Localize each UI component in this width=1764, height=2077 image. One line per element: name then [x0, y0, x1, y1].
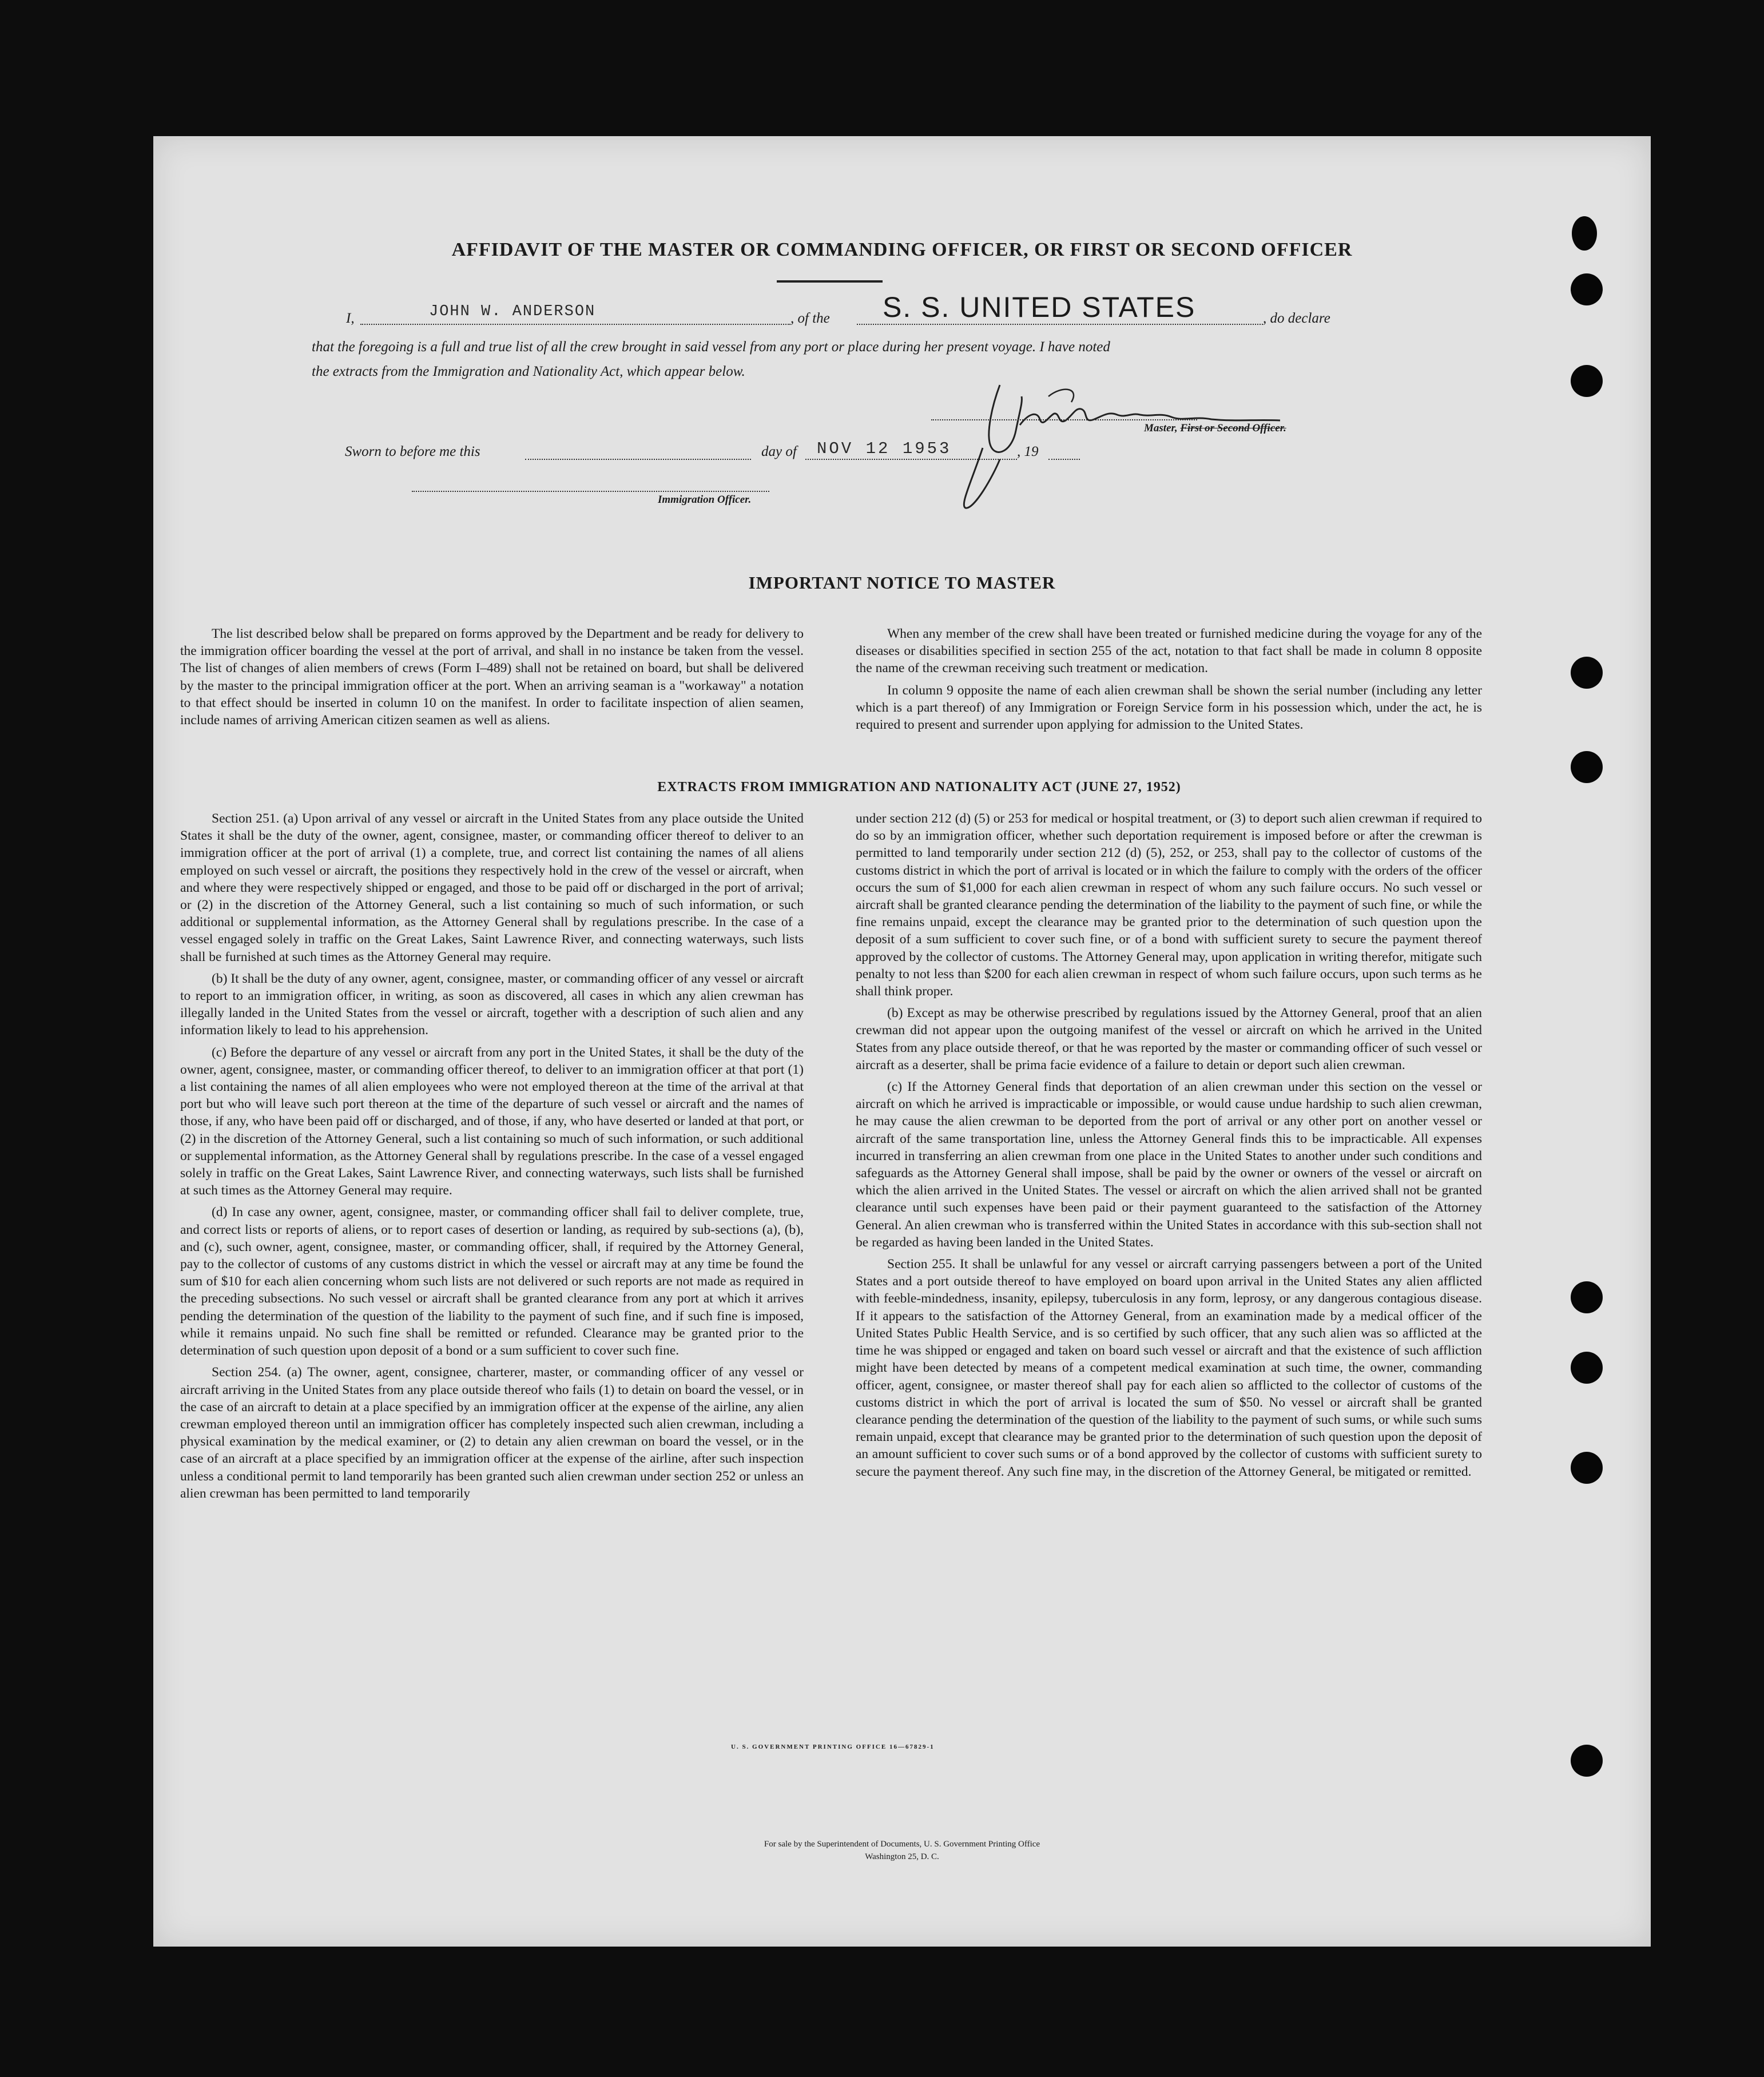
binder-hole — [1571, 273, 1603, 305]
day-of-label: day of — [761, 444, 797, 459]
binder-hole — [1571, 365, 1603, 397]
notice-right-paragraph-1: When any member of the crew shall have been treated or furnished medicine during the voyage for any of the diseases or disabilities specified in section 255 of the act, notation to that fact shall be made in column 8 opposite the name of the crewman receiving such treatment or medication. — [856, 626, 1482, 676]
i-label: I, — [346, 311, 355, 326]
extract-left-paragraph: (b) It shall be the duty of any owner, agent, consignee, master, or commanding officer of any vessel or aircraft to report to an immigration officer, in writing, as soon as discovered, all cases in which any alien crewman has illegally landed in the United States from the vessel or aircraft, together with a description of such alien and any information likely to lead to his apprehension. — [180, 971, 804, 1038]
extract-right-paragraph: Section 255. It shall be unlawful for any vessel or aircraft carrying passengers between a port of the United States and a port outside thereof to have employed on board upon arrival in the United States any alien afflicted with feeble-mindedness, insanity, epilepsy, tuberculosis in any form, leprosy, or any dangerous contagious disease. If it appears to the satisfaction of the Attorney General, from an examination made by a medical officer of the United States Public Health Service, and is so certified by such officer, that any such alien was so afflicted at the time he was shipped or engaged and taken on board such vessel or aircraft and that the existence of such affliction might have been detected by means of a competent medical examination at such time, the owner, commanding officer, agent, consignee, or master thereof shall pay for each alien so afflicted to the collector of customs of the customs district in which the port of arrival is located the sum of $50. No vessel or aircraft shall be granted clearance pending the determination of the question of the liability to the payment of such sums, or while such sums remain unpaid, except that clearance may be granted prior to the determination of such question upon the deposit of an amount sufficient to cover such sums or of a bond approved by the collector of customs with sufficient surety to secure the payment thereof. Any such fine may, in the discretion of the Attorney General, be mitigated or remitted. — [856, 1257, 1482, 1479]
sale-line-1: For sale by the Superintendent of Documents, U. S. Government Printing Office — [764, 1840, 1040, 1849]
notice-heading: IMPORTANT NOTICE TO MASTER — [748, 573, 1056, 593]
binder-hole — [1571, 1452, 1603, 1484]
extract-left-paragraph: Section 251. (a) Upon arrival of any vessel or aircraft in the United States from any place outside the United States it shall be the duty of the owner, agent, consignee, master, or commanding officer thereof to deliver to an immigration officer at the port of arrival (1) a complete, true, and correct list containing the names of all aliens employed on such vessel or aircraft, the positions they respectively hold in the crew of the vessel or aircraft, when and where they were respectively shipped or engaged, and those to be paid off or discharged in the port of arrival; or (2) in the discretion of the Attorney General, such a list containing so much of such information, or such additional or supplemental information, as the Attorney General shall by regulations prescribe. In the case of a vessel engaged solely in traffic on the Great Lakes, Saint Lawrence River, and connecting waterways, such lists shall be furnished at such times as the Attorney General may require. — [180, 811, 804, 964]
document-page — [153, 136, 1651, 1947]
title-divider — [777, 280, 883, 283]
binder-hole — [1571, 657, 1603, 689]
extract-right-paragraph: (c) If the Attorney General finds that deportation of an alien crewman under this section on the vessel or aircraft on which he arrived is impracticable or impossible, or would cause undue hardship to such alien crewman, he may cause the alien crewman to be deported from the port of arrival or any other port on another vessel or aircraft of the same transportation line, unless the Attorney General finds this to be impracticable. All expenses incurred in transferring an alien crewman from one place in the United States to another under such conditions and safeguards as the Attorney General shall impose, shall be paid by the owner or owners of the vessel or aircraft on which the alien arrived in the United States. The vessel or aircraft on which the alien arrived shall not be granted clearance until such expenses have been paid or their payment guaranteed to the satisfaction of the Attorney General. An alien crewman who is transferred within the United States in accordance with this sub-section shall not be regarded as having been landed in the United States. — [856, 1079, 1482, 1250]
officer-label: Immigration Officer. — [658, 494, 752, 506]
sworn-month-field — [805, 439, 1017, 460]
extract-left-paragraph: Section 254. (a) The owner, agent, consignee, charterer, master, or commanding officer of any vessel or aircraft arriving in the United States from any place outside thereof who fails (1) to detain on board the vessel, or in the case of an aircraft to detain at a place specified by an immigration officer at the expense of the airline, any alien crewman employed thereon until an immigration officer has completely inspected such alien crewman, including a physical examination by the medical examiner, or (2) to detain any alien crewman on board the vessel, or in the case of an aircraft at a place specified by an immigration officer at the expense of the airline, after such inspection unless a conditional permit to land temporarily has been granted such alien crewman under section 252 or unless an alien crewman has been permitted to land temporarily — [180, 1365, 804, 1501]
vessel-name-value: S. S. UNITED STATES — [883, 291, 1196, 323]
master-name-field — [360, 303, 790, 325]
notice-left-column — [180, 625, 804, 733]
signature-rule — [931, 419, 1197, 420]
master-name-value: JOHN W. ANDERSON — [429, 303, 596, 320]
year-label: , 19 — [1017, 444, 1039, 459]
do-declare-label: , do declare — [1263, 311, 1330, 326]
affidavit-title: AFFIDAVIT OF THE MASTER OR COMMANDING OFFICER, OR FIRST OR SECOND OFFICER — [451, 239, 1353, 260]
sworn-label: Sworn to before me this — [345, 444, 480, 459]
sale-note — [153, 1838, 1651, 1863]
notice-right-paragraph-2: In column 9 opposite the name of each alien crewman shall be shown the serial number (including any letter which is a part thereof) of any Immigration or Foreign Service form in his possession which, under the act, he is required to present and surrender upon applying for admission to the United States. — [856, 682, 1482, 733]
sale-line-2: Washington 25, D. C. — [865, 1852, 939, 1861]
extract-right-paragraph: under section 212 (d) (5) or 253 for medical or hospital treatment, or (3) to deport such alien crewman if required to do so by an immigration officer, whether such deportation requirement is imposed before or after the crewman is permitted to land temporarily under section 212 (d) (5), 252, or 253, shall pay to the collector of customs of the customs district in which the port of arrival is located or in which the failure to comply with the orders of the officer occurs the sum of $1,000 for each alien crewman in respect of whom any such failure occurs. No such vessel or aircraft shall be granted clearance pending the determination of the liability to the payment of such fine, or while the fine remains unpaid, except the clearance may be granted prior to the determination of such question upon the deposit of a sum sufficient to cover such fine, or of a bond with sufficient surety to secure the payment thereof approved by the collector of customs. The Attorney General may, upon application in writing therefor, mitigate such penalty to not less than $200 for each alien crewman in respect of whom such failure occurs, upon such terms as he shall think proper. — [856, 811, 1482, 999]
extracts-heading: EXTRACTS FROM IMMIGRATION AND NATIONALITY ACT (JUNE 27, 1952) — [657, 780, 1181, 795]
master-title-label — [1144, 422, 1286, 435]
notice-right-column — [856, 625, 1482, 738]
extract-left-paragraph: (d) In case any owner, agent, consignee, master, or commanding officer shall fail to deliver complete, true, and correct lists or reports of aliens, or to report cases of desertion or landing, as required by sub-sections (a), (b), and (c), such owner, agent, consignee, master, or commanding officer, shall, if required by the Attorney General, pay to the collector of customs of any customs district in which the vessel or aircraft may at any time be found the sum of $10 for each alien concerning whom such lists are not delivered or such reports are not made as required in the preceding subsections. No such vessel or aircraft shall be granted clearance from any port at which it arrives pending the determination of the question of the liability to the payment of such fine, and if such fine is imposed, while it remains unpaid. No such fine shall be remitted or refunded. Clearance may be granted prior to the determination of such question upon deposit of a bond or a sum sufficient to cover such fine. — [180, 1205, 804, 1359]
binder-hole — [1571, 751, 1603, 783]
binder-hole — [1571, 1281, 1603, 1313]
sworn-day-field — [525, 447, 751, 460]
extracts-right-column — [856, 810, 1482, 1485]
officer-signature-line — [412, 479, 769, 492]
master-signature — [925, 362, 1292, 511]
binder-hole — [1571, 1745, 1603, 1777]
year-field — [1048, 447, 1080, 460]
printing-office-note: U. S. GOVERNMENT PRINTING OFFICE 16—67829-1 — [731, 1744, 935, 1750]
of-the-label: , of the — [790, 311, 830, 326]
binder-hole — [1571, 1352, 1603, 1384]
extracts-left-column — [180, 810, 804, 1507]
vessel-name-field — [857, 291, 1263, 325]
extract-right-paragraph: (b) Except as may be otherwise prescribed by regulations issued by the Attorney General, proof that an alien crewman did not appear upon the outgoing manifest of the vessel or aircraft on which he arrived in the United States from any place outside thereof, or that he was reported by the master or commanding officer of such vessel or aircraft as a deserter, shall be prima facie evidence of a failure to detain or deport such alien crewman. — [856, 1006, 1482, 1073]
extract-left-paragraph: (c) Before the departure of any vessel or aircraft from any port in the United States, it shall be the duty of the owner, agent, consignee, master, or commanding officer thereof, to deliver to an immigration officer at that port (1) a list containing the names of all alien employees who were not employed thereon at the time of the arrival at that port but who will leave such port thereon at the time of the departure of such vessel or aircraft and the names of those, if any, who have been paid off or discharged, and of those, if any, who have deserted or landed at that port, or (2) in the discretion of the Attorney General, such a list containing so much of such information, or such additional or supplemental information, as the Attorney General shall by regulations prescribe. In the case of a vessel engaged solely in traffic on the Great Lakes, Saint Lawrence River, and connecting waterways, such lists shall be furnished at such times as the Attorney General may require. — [180, 1045, 804, 1198]
notice-left-paragraph: The list described below shall be prepared on forms approved by the Department and be ready for delivery to the immigration officer boarding the vessel at the port of arrival, and shall in no instance be taken from the vessel. The list of changes of alien members of crews (Form I–489) shall not be retained on board, but shall be delivered by the master to the principal immigration officer at the port. When an arriving seaman is a "workaway" a notation to that effect should be inserted in column 10 on the manifest. In order to facilitate inspection of alien seamen, include names of arriving American citizen seamen as well as aliens. — [180, 626, 804, 728]
declaration-line-2: the extracts from the Immigration and Nationality Act, which appear below. — [312, 364, 745, 379]
master-title-prefix: Master, — [1144, 422, 1181, 434]
sworn-date-stamp: NOV 12 1953 — [817, 439, 952, 458]
declaration-line-1: that the foregoing is a full and true list of all the crew brought in said vessel from any port or place during her present voyage. I have noted — [312, 339, 1110, 355]
master-title-struck: First or Second Officer. — [1180, 422, 1286, 434]
